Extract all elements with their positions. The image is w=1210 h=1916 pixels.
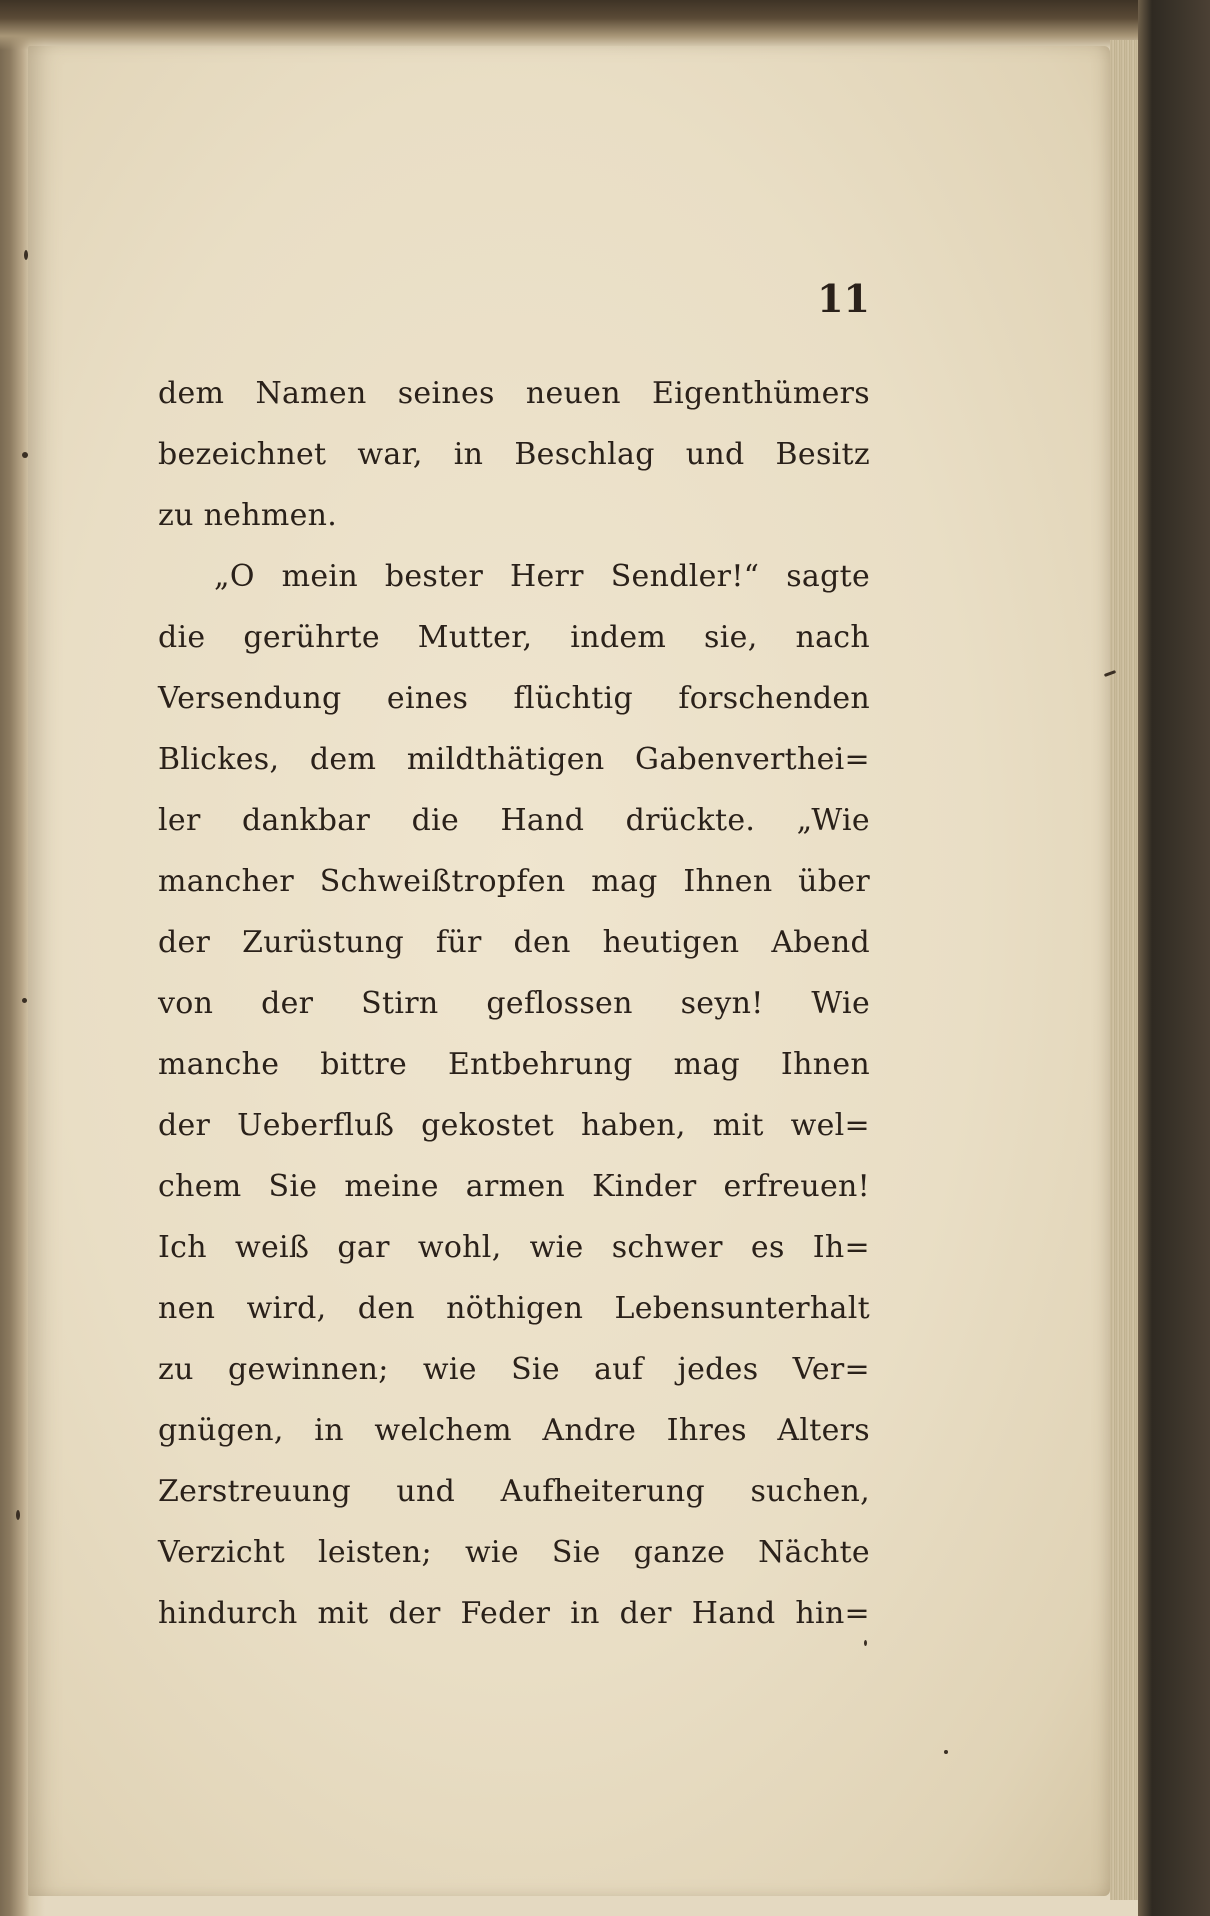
page-edges bbox=[1110, 40, 1138, 1900]
text-line: die gerührte Mutter, indem sie, nach bbox=[158, 620, 870, 655]
text-line: Verzicht leisten; wie Sie ganze Nächte bbox=[158, 1535, 870, 1570]
text-line: von der Stirn geflossen seyn! Wie bbox=[158, 986, 870, 1021]
text-line: Zerstreuung und Aufheiterung suchen, bbox=[158, 1474, 870, 1509]
text-line: dem Namen seines neuen Eigenthümers bbox=[158, 376, 870, 411]
text-line: mancher Schweißtropfen mag Ihnen über bbox=[158, 864, 870, 899]
text-line: manche bittre Entbehrung mag Ihnen bbox=[158, 1047, 870, 1082]
ink-speck bbox=[22, 998, 27, 1003]
ink-speck bbox=[16, 1510, 20, 1520]
text-line: „O mein bester Herr Sendler!“ sagte bbox=[214, 559, 870, 594]
text-line: ler dankbar die Hand drückte. „Wie bbox=[158, 803, 870, 838]
body-text bbox=[158, 363, 870, 1644]
text-line: zu nehmen. bbox=[158, 498, 338, 533]
text-line: zu gewinnen; wie Sie auf jedes Ver= bbox=[158, 1352, 870, 1387]
text-line: der Zurüstung für den heutigen Abend bbox=[158, 925, 870, 960]
text-line: bezeichnet war, in Beschlag und Besitz bbox=[158, 437, 870, 472]
ink-speck bbox=[864, 1640, 867, 1646]
text-line: nen wird, den nöthigen Lebensunterhalt bbox=[158, 1291, 870, 1326]
text-line: chem Sie meine armen Kinder erfreuen! bbox=[158, 1169, 870, 1204]
page-number: 11 bbox=[817, 276, 870, 321]
text-line: hindurch mit der Feder in der Hand hin= bbox=[158, 1596, 870, 1631]
book-binding-top bbox=[0, 0, 1210, 50]
ink-speck bbox=[22, 452, 28, 458]
ink-speck bbox=[24, 250, 28, 260]
book-cover-edge bbox=[1138, 0, 1210, 1916]
ink-speck bbox=[944, 1750, 948, 1754]
text-line: der Ueberfluß gekostet haben, mit wel= bbox=[158, 1108, 870, 1143]
text-line: gnügen, in welchem Andre Ihres Alters bbox=[158, 1413, 870, 1448]
text-line: Blickes, dem mildthätigen Gabenverthei= bbox=[158, 742, 870, 777]
text-line: Ich weiß gar wohl, wie schwer es Ih= bbox=[158, 1230, 870, 1265]
text-line: Versendung eines flüchtig forschenden bbox=[158, 681, 870, 716]
